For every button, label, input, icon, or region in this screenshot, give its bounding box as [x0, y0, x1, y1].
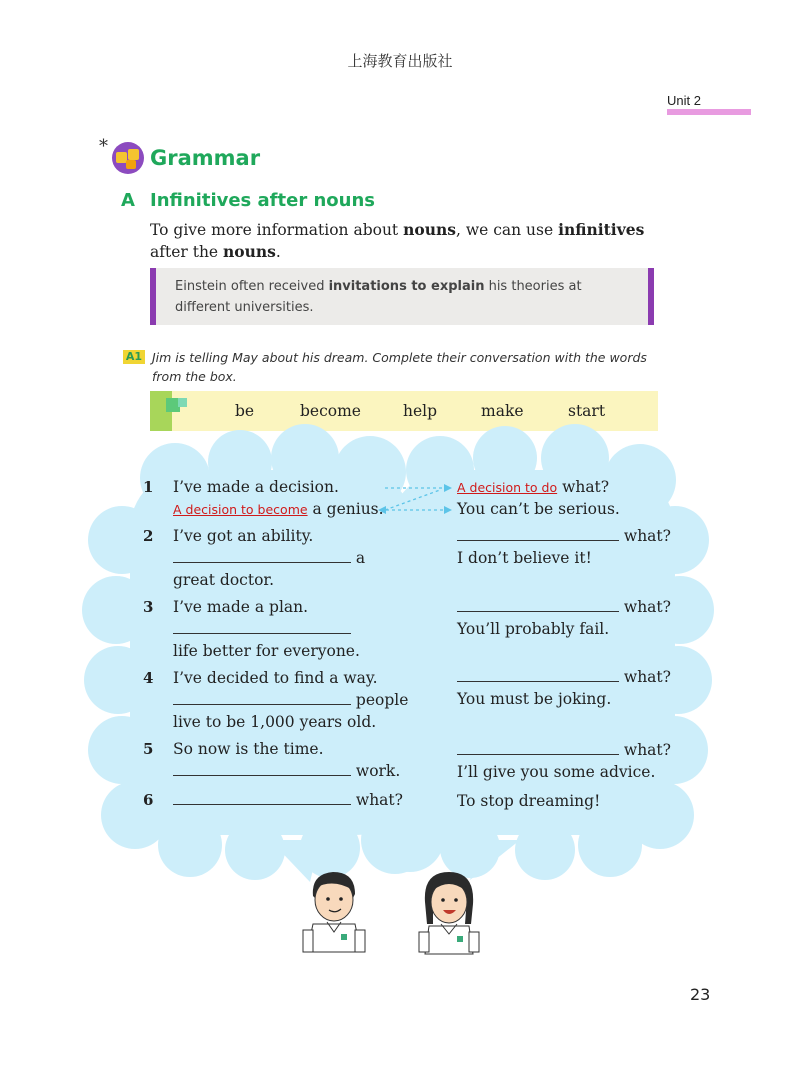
item-number: 3 — [143, 598, 154, 616]
answer-text: A decision to become — [173, 502, 308, 517]
jim-line: work. — [173, 760, 400, 782]
jim-line: live to be 1,000 years old. — [173, 713, 377, 731]
word-box-word: start — [568, 402, 606, 420]
item-number: 2 — [143, 527, 154, 545]
word-box-word: become — [300, 402, 361, 420]
subsection-title: Infinitives after nouns — [150, 190, 375, 211]
jim-line: A decision to become a genius. — [173, 500, 384, 518]
answer-blank[interactable] — [173, 618, 351, 634]
item-number: 6 — [143, 791, 154, 809]
subsection-letter: A — [121, 190, 135, 211]
section-title: Grammar — [150, 146, 261, 170]
intro-paragraph: To give more information about nouns, we can use infinitives after the nouns. — [150, 220, 645, 261]
may-line: what? — [457, 739, 671, 761]
item-number: 4 — [143, 669, 154, 687]
exercise-badge: A1 — [123, 350, 145, 364]
may-line: what? — [457, 525, 671, 547]
answer-blank[interactable] — [457, 525, 619, 541]
answer-blank[interactable] — [457, 596, 619, 612]
jim-line: people — [173, 689, 408, 711]
exercise-instruction: Jim is telling May about his dream. Complete their conversation with the words from the box. — [152, 350, 647, 384]
jim-line: I’ve got an ability. — [173, 527, 314, 545]
word-box-word: be — [235, 402, 255, 420]
jim-character-illustration — [295, 868, 375, 968]
jim-line: what? — [173, 789, 403, 811]
jim-line: a — [173, 547, 365, 569]
answer-blank[interactable] — [457, 739, 619, 755]
jim-line: I’ve made a plan. — [173, 598, 309, 616]
jim-line: I’ve decided to find a way. — [173, 669, 378, 687]
answer-blank[interactable] — [457, 666, 619, 682]
may-line: You can’t be serious. — [457, 500, 620, 518]
jim-line: life better for everyone. — [173, 642, 360, 660]
may-line: To stop dreaming! — [457, 792, 601, 810]
answer-text: A decision to do — [457, 480, 558, 495]
unit-label: Unit 2 — [667, 93, 701, 108]
answer-blank[interactable] — [173, 689, 351, 705]
publisher-name: 上海教育出版社 — [347, 52, 453, 70]
example-sentence: Einstein often received invitations to explain his theories at different universities. — [175, 279, 582, 315]
answer-blank[interactable] — [173, 789, 351, 805]
answer-blank[interactable] — [173, 760, 351, 776]
jim-line: So now is the time. — [173, 740, 324, 758]
may-character-illustration — [415, 868, 485, 968]
jim-line — [173, 618, 351, 640]
may-line: I don’t believe it! — [457, 549, 592, 567]
jim-line: I’ve made a decision. — [173, 478, 339, 496]
may-line: I’ll give you some advice. — [457, 763, 656, 781]
item-number: 5 — [143, 740, 154, 758]
word-box-word: help — [403, 402, 438, 420]
may-line: You’ll probably fail. — [457, 620, 610, 638]
may-line: what? — [457, 596, 671, 618]
item-number: 1 — [143, 478, 154, 496]
may-line: A decision to do what? — [457, 478, 610, 496]
answer-blank[interactable] — [173, 547, 351, 563]
word-box-word: make — [481, 402, 524, 420]
may-line: what? — [457, 666, 671, 688]
jim-line: great doctor. — [173, 571, 275, 589]
optional-star-mark: * — [99, 136, 108, 157]
page-number: 23 — [690, 985, 711, 1004]
may-line: You must be joking. — [457, 690, 612, 708]
